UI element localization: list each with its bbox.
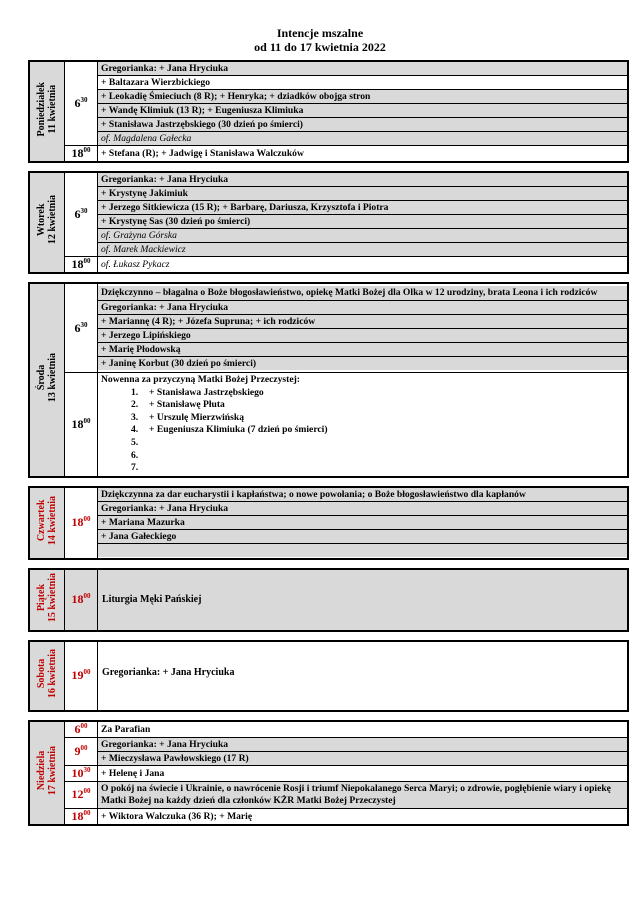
novena-number: 1. <box>131 386 139 398</box>
mass-minutes: 30 <box>80 207 88 215</box>
list-item <box>131 424 624 437</box>
day-name: Czwartek <box>36 499 47 542</box>
intention-entry: + Helenę i Jana <box>98 767 627 780</box>
novena-list <box>101 387 624 475</box>
day-name: Środa <box>36 364 47 391</box>
list-item <box>131 387 624 400</box>
intention-entry: + Janinę Korbut (30 dzień po śmierci) <box>98 357 627 370</box>
day-row-thursday <box>29 487 628 559</box>
intention-entry: + Krystynę Sas (30 dzień po śmierci) <box>98 215 627 229</box>
novena-number: 6. <box>131 449 139 461</box>
list-item <box>131 462 624 475</box>
mass-hour: 18 <box>71 257 84 271</box>
day-name: Niedziela <box>36 750 47 790</box>
day-date: 17 kwietnia <box>47 745 58 795</box>
mass-minutes: 00 <box>83 515 91 524</box>
mass-time <box>65 765 98 781</box>
day-label-wednesday <box>29 283 65 477</box>
title-line: Intencje mszalne <box>276 26 364 40</box>
novena-number: 3. <box>131 411 139 423</box>
mass-time <box>65 487 98 559</box>
day-date: 16 kwietnia <box>47 648 58 698</box>
mass-time <box>65 569 98 631</box>
mass-hour: 6 <box>74 96 81 110</box>
novena-text: + Urszulę Mierzwińską <box>149 411 244 423</box>
mass-hour: 18 <box>71 416 84 431</box>
mass-hour: 18 <box>71 808 84 823</box>
mass-minutes: 30 <box>80 320 88 329</box>
mass-time <box>65 172 98 257</box>
mass-intentions <box>98 61 629 146</box>
mass-minutes: 00 <box>83 257 91 265</box>
intention-text: Gregorianka: + Jana Hryciuka <box>102 667 235 679</box>
day-row-monday <box>29 61 628 146</box>
mass-hour: 18 <box>71 146 84 160</box>
intention-entry: Gregorianka: + Jana Hryciuka <box>98 502 627 516</box>
mass-time <box>65 641 98 711</box>
intention-text: Liturgia Męki Pańskiej <box>102 594 202 606</box>
novena-block <box>98 373 629 477</box>
day-name: Piątek <box>36 583 47 611</box>
mass-hour: 10 <box>71 765 84 780</box>
day-name: Poniedziałek <box>36 81 47 137</box>
intention-entry: + Jerzego Sitkiewicza (15 R); + Barbarę, Dariusza, Krzysztofa i Piotra <box>98 201 627 215</box>
intention-entry: Gregorianka: + Jana Hryciuka <box>98 62 627 76</box>
mass-hour: 9 <box>74 743 81 758</box>
intention-entry: + Wiktora Walczuka (36 R); + Marię <box>98 810 627 823</box>
novena-title: Nowenna za przyczyną Matki Bożej Przeczystej: <box>101 374 301 385</box>
list-item <box>131 412 624 425</box>
intention-entry: Gregorianka: + Jana Hryciuka <box>98 738 627 752</box>
day-date: 13 kwietnia <box>47 352 58 402</box>
intention-entry: + Mieczysława Pawłowskiego (17 R) <box>98 752 627 765</box>
intention-entry: + Jerzego Lipińskiego <box>98 329 627 343</box>
mass-intentions <box>98 569 629 631</box>
mass-time <box>65 373 98 477</box>
mass-hour: 18 <box>71 515 84 530</box>
day-date: 11 kwietnia <box>47 84 58 134</box>
day-row-tuesday <box>29 172 628 257</box>
intention-entry: Dziękczynna za dar eucharystii i kapłaństwa; o nowe powołania; o Boże błogosławieństwo dla kapłanów <box>98 488 627 502</box>
intention-entry: + Wandę Klimiuk (13 R); + Eugeniusza Klimiuka <box>98 104 627 118</box>
intentions-table <box>28 60 629 826</box>
mass-intentions <box>98 283 629 373</box>
mass-time <box>65 737 98 765</box>
day-row-wednesday <box>29 283 628 373</box>
mass-time <box>65 283 98 373</box>
intention-entry: O pokój na świecie i Ukrainie, o nawrócenie Rosji i triumf Niepokalanego Serca Maryi; o zdrowie, pogłębienie wiary i opiekę Matki Bożej na każdy dzień dla członków KŻR Matki Bożej Przeczystej <box>98 782 627 808</box>
mass-hour: 6 <box>74 207 81 221</box>
day-label-friday <box>29 569 65 631</box>
mass-intentions <box>98 641 629 711</box>
intention-entry: Gregorianka: + Jana Hryciuka <box>98 173 627 187</box>
day-label-tuesday <box>29 172 65 273</box>
novena-number: 2. <box>131 399 139 411</box>
mass-minutes: 00 <box>83 416 91 425</box>
intention-entry: + Marię Płodowską <box>98 343 627 357</box>
day-name: Wtorek <box>36 203 47 237</box>
day-label-sunday <box>29 721 65 825</box>
intention-entry: + Jana Gałeckiego <box>98 530 627 544</box>
intention-entry: + Krystynę Jakimiuk <box>98 187 627 201</box>
mass-time <box>65 61 98 146</box>
intention-entry: of. Magdalena Gałecka <box>98 132 627 145</box>
mass-time <box>65 146 98 163</box>
intention-entry: + Stefana (R); + Jadwigę i Stanisława Walczuków <box>98 147 627 160</box>
intention-entry: + Mariana Mazurka <box>98 516 627 530</box>
mass-minutes: 00 <box>83 787 91 796</box>
day-name: Sobota <box>36 658 47 688</box>
day-date: 14 kwietnia <box>47 495 58 545</box>
intention-entry: + Baltazara Wierzbickiego <box>98 76 627 90</box>
novena-number: 4. <box>131 424 139 436</box>
intention-entry: of. Marek Mackiewicz <box>98 243 627 256</box>
mass-minutes: 00 <box>83 146 91 154</box>
intention-entry: + Mariannę (4 R); + Józefa Supruna; + ich rodziców <box>98 315 627 329</box>
mass-minutes: 30 <box>83 765 91 774</box>
novena-number: 5. <box>131 436 139 448</box>
intention-entry: Gregorianka: + Jana Hryciuka <box>98 301 627 315</box>
mass-intentions <box>98 781 629 808</box>
mass-minutes: 00 <box>80 721 88 730</box>
mass-minutes: 00 <box>83 668 91 677</box>
mass-time <box>65 721 98 738</box>
mass-intentions <box>98 737 629 765</box>
list-item <box>131 437 624 450</box>
mass-intentions <box>98 172 629 257</box>
intention-entry: + Leokadię Śmieciuch (8 R); + Henryka; + dziadków obojga stron <box>98 90 627 104</box>
mass-hour: 19 <box>71 668 84 683</box>
mass-minutes: 00 <box>83 592 91 601</box>
mass-time <box>65 808 98 825</box>
mass-minutes: 00 <box>83 808 91 817</box>
day-date: 15 kwietnia <box>47 572 58 622</box>
day-label-saturday <box>29 641 65 711</box>
mass-intentions <box>98 257 629 274</box>
intention-entry: Za Parafian <box>98 723 627 736</box>
page-title <box>0 26 640 54</box>
list-item <box>131 399 624 412</box>
mass-time <box>65 781 98 808</box>
subtitle-line: od 11 do 17 kwietnia 2022 <box>254 40 386 54</box>
day-date: 12 kwietnia <box>47 195 58 245</box>
mass-hour: 6 <box>74 721 81 736</box>
novena-text: + Eugeniusza Klimiuka (7 dzień po śmierci) <box>149 424 328 436</box>
intention-entry <box>98 544 627 557</box>
day-row-saturday <box>29 641 628 711</box>
mass-intentions <box>98 487 629 559</box>
mass-minutes: 00 <box>80 743 88 752</box>
intention-entry: of. Grażyna Górska <box>98 229 627 243</box>
mass-intentions <box>98 721 629 738</box>
day-row-friday <box>29 569 628 631</box>
novena-number: 7. <box>131 462 139 474</box>
day-label-monday <box>29 61 65 162</box>
mass-minutes: 30 <box>80 96 88 104</box>
mass-time <box>65 257 98 274</box>
mass-hour: 18 <box>71 592 84 607</box>
day-label-thursday <box>29 487 65 559</box>
mass-hour: 6 <box>74 320 81 335</box>
intention-entry: of. Łukasz Pykacz <box>98 258 627 271</box>
intention-entry: Dziękczynno – błagalna o Boże błogosławieństwo, opiekę Matki Bożej dla Olka w 12 urodziny, brata Leona i ich rodziców <box>98 286 627 301</box>
mass-hour: 12 <box>71 787 84 802</box>
novena-text: + Stanisława Jastrzębskiego <box>149 386 264 398</box>
novena-text: + Stanisławę Płuta <box>149 399 225 411</box>
intention-entry: + Stanisława Jastrzębskiego (30 dzień po śmierci) <box>98 118 627 132</box>
mass-intentions <box>98 808 629 825</box>
mass-intentions <box>98 765 629 781</box>
mass-intentions <box>98 146 629 163</box>
day-row-sunday <box>29 721 628 738</box>
list-item <box>131 450 624 463</box>
